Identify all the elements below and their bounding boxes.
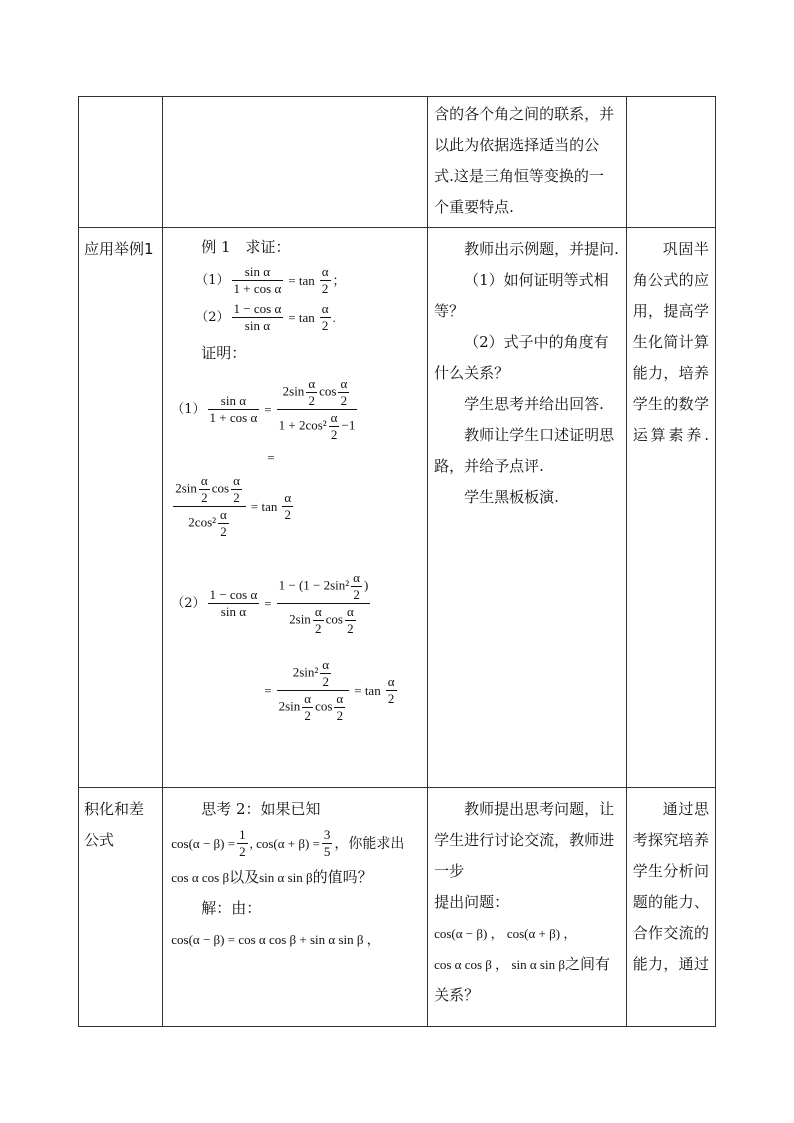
table-row — [79, 97, 716, 228]
solve-label: 解：由： — [201, 899, 262, 917]
text-line: 学生黑板板演. — [464, 488, 559, 506]
text-line: 教师让学生口述证明思路，并给予点评. — [434, 426, 615, 475]
table-row — [79, 228, 716, 788]
stage-label: 应用举例1 — [84, 240, 154, 258]
proof-1-step-2: 2sin $\frac{\alpha}{2}$ cos $\frac{\alpha}{2}$ 2cos² $\frac{\alpha}{2}$ = tan $\frac{\alpha}{2}$ — [175, 473, 292, 539]
claim-2: （2） $\frac{\text{1 − cos α}}{\text{sin α}}$ = tan $\frac{\alpha}{2}$ . — [195, 301, 336, 333]
example-title: 例 1 求证： — [201, 238, 291, 256]
activity-cell — [428, 228, 627, 788]
content-cell — [163, 788, 428, 1027]
text-line: 式.这是三角恒等变换的一 — [434, 167, 604, 185]
content-cell — [163, 228, 428, 788]
goal-text: 通过思考探究培养学生分析问题的能力、合作交流的能力，通过 — [632, 800, 709, 973]
activity-cell — [428, 97, 627, 228]
think-ask: cos α cos β以及sin α sin β的值吗？ — [171, 868, 373, 886]
activity-cell — [428, 788, 627, 1027]
stage-cell — [79, 97, 163, 228]
solve-formula: cos(α − β) = cos α cos β + sin α sin β ， — [171, 932, 380, 947]
text-line: 学生思考并给出回答. — [464, 395, 604, 413]
proof-1-eq: = — [267, 450, 275, 465]
lesson-plan-table — [78, 96, 716, 1027]
text-line: 个重要特点. — [434, 198, 514, 216]
goal-cell — [626, 228, 715, 788]
proof-label: 证明： — [201, 344, 247, 362]
goal-text: 巩固半角公式的应用，提高学生化简计算能力，培养学生的数学运算素养. — [632, 240, 709, 444]
text-line: 提出问题： — [434, 893, 510, 911]
proof-2-step-1: （2） $\frac{\text{1 − cos α}}{\text{sin α}}$ = 1 − (1 − 2sin² $\frac{\alpha}{2}$ ) 2sin $\frac{\alpha}{2}$ cos $\frac{\alpha}{2}$ — [171, 570, 369, 636]
table-row — [79, 788, 716, 1027]
think-title: 思考 2：如果已知 — [201, 800, 321, 818]
question-formula-2: cos α cos β ， sin α sin β之间有关系？ — [434, 955, 610, 1004]
text-line: 以此为依据选择适当的公 — [434, 136, 600, 154]
claim-1: （1） $\frac{\text{sin α}}{\text{1 + cos α}}$ = tan $\frac{\alpha}{2}$ ； — [195, 264, 346, 296]
question-formula-1: cos(α − β) ， cos(α + β) ， — [434, 926, 577, 941]
stage-cell — [79, 228, 163, 788]
stage-label: 积化和差公式 — [84, 800, 145, 849]
goal-cell — [626, 97, 715, 228]
stage-cell — [79, 788, 163, 1027]
think-given: cos(α − β) = $\frac{1}{2}$ , cos(α + β) = $\frac{3}{5}$ ，你能求出 — [171, 827, 405, 859]
content-cell — [163, 97, 428, 228]
text-line: 教师提出思考问题，让学生进行讨论交流，教师进一步 — [434, 800, 615, 880]
text-line: 教师出示例题，并提问. — [464, 240, 619, 258]
text-line: 含的各个角之间的联系，并 — [434, 105, 615, 123]
proof-2-step-2: = 2sin² $\frac{\alpha}{2}$ 2sin $\frac{\alpha}{2}$ cos $\frac{\alpha}{2}$ = tan $\frac{\alpha}{2}$ — [264, 657, 395, 723]
text-line: （1）如何证明等式相等？ — [434, 271, 609, 320]
goal-cell — [626, 788, 715, 1027]
proof-1-step-1: （1） $\frac{\text{sin α}}{\text{1 + cos α}}$ = 2sin $\frac{\alpha}{2}$ cos $\frac{\alpha}{2}$ 1 + 2cos² $\frac{\alpha}{2}$ −1 — [171, 376, 356, 442]
text-line: （2）式子中的角度有什么关系？ — [434, 333, 609, 382]
